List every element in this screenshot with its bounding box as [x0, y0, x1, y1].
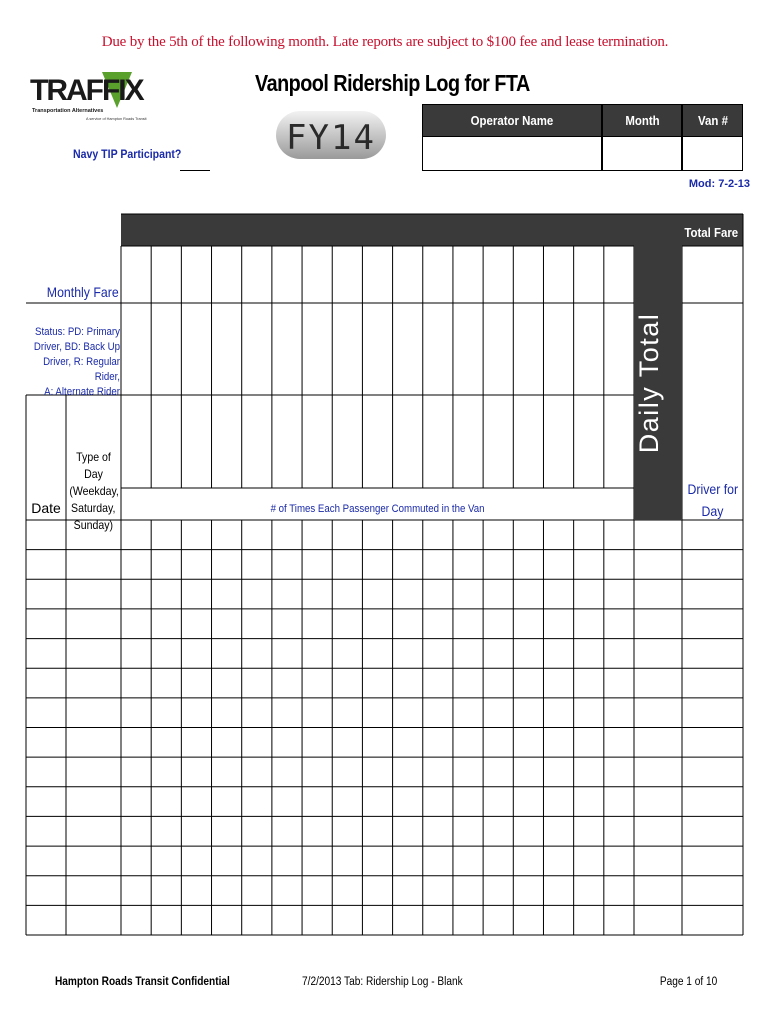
- month-header: Month: [602, 104, 682, 137]
- operator-name-header: Operator Name: [422, 104, 602, 137]
- van-number-header: Van #: [682, 104, 743, 137]
- monthly-fare-label: Monthly Fare: [47, 284, 119, 300]
- navy-tip-label: Navy TIP Participant?: [73, 147, 182, 161]
- logo-subline: A service of Hampton Roads Transit: [86, 117, 147, 121]
- late-report-notice: Due by the 5th of the following month. Late reports are subject to $100 fee and lease termination.: [101, 34, 669, 50]
- logo-tagline: Transportation Alternatives: [32, 108, 104, 114]
- logo-brand-text: TRAFFIX: [30, 74, 143, 107]
- type-of-day-header: Type of Day (Weekday, Saturday, Sunday): [69, 450, 119, 532]
- daily-total-label: Daily Total: [634, 312, 664, 454]
- driver-for-day-header: Driver for Day: [687, 481, 738, 519]
- date-column-header: Date: [31, 500, 61, 516]
- footer-page-number: Page 1 of 10: [659, 976, 717, 988]
- page-title: Vanpool Ridership Log for FTA: [255, 70, 530, 96]
- status-legend: Status: PD: Primary Driver, BD: Back Up Driver, R: Regular Rider, A: Alternate Rider: [33, 326, 120, 398]
- footer-confidential: Hampton Roads Transit Confidential: [55, 976, 230, 988]
- modified-date: Mod: 7-2-13: [688, 178, 750, 190]
- total-fare-label: Total Fare: [684, 225, 738, 240]
- commuted-count-label: # of Times Each Passenger Commuted in the Van: [270, 503, 485, 515]
- footer-date-tab: 7/2/2013 Tab: Ridership Log - Blank: [302, 976, 463, 988]
- fiscal-year-text: FY14: [286, 118, 376, 158]
